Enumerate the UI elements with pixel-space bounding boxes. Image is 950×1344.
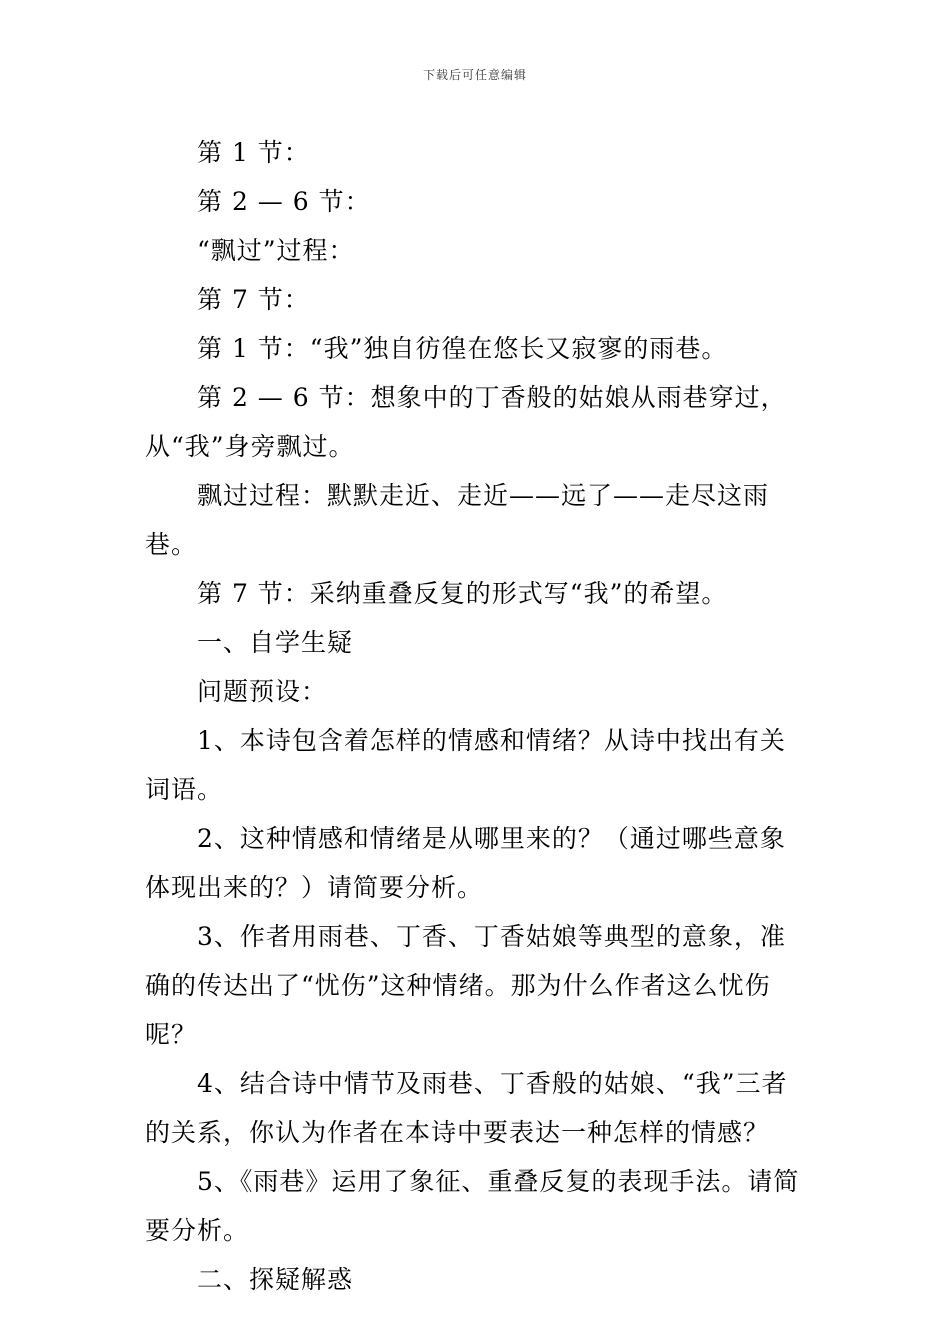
- paragraph-1: 第 1 节：: [197, 138, 310, 167]
- question-1: 1、本诗包含着怎样的情感和情绪？从诗中找出有关词语。: [145, 726, 786, 804]
- paragraph-9: 问题预设：: [197, 677, 328, 706]
- section-heading-2: 二、探疑解惑: [197, 1265, 354, 1294]
- question-3: 3、作者用雨巷、丁香、丁香姑娘等典型的意象，准确的传达出了“忧伤”这种情绪。那为什么作者这么忧伤呢？: [145, 922, 786, 1049]
- page-header: 下载后可任意编辑: [422, 68, 527, 82]
- paragraph-4: 第 7 节：: [197, 285, 310, 314]
- paragraph-7: 飘过过程：默默走近、走近——远了——走尽这雨巷。: [145, 481, 770, 559]
- question-4: 4、结合诗中情节及雨巷、丁香般的姑娘、“我”三者的关系，你认为作者在本诗中要表达一种怎样的情感？: [145, 1069, 788, 1147]
- paragraph-2: 第 2 — 6 节：: [197, 187, 371, 216]
- question-5: 5、《雨巷》运用了象征、重叠反复的表现手法。请简要分析。: [145, 1167, 800, 1245]
- paragraph-8: 第 7 节：采纳重叠反复的形式写“我”的希望。: [197, 579, 728, 608]
- paragraph-6: 第 2 — 6 节：想象中的丁香般的姑娘从雨巷穿过，从“我”身旁飘过。: [145, 383, 787, 461]
- section-heading-1: 一、自学生疑: [197, 628, 354, 657]
- question-2: 2、这种情感和情绪是从哪里来的？（通过哪些意象体现出来的？）请简要分析。: [145, 824, 786, 902]
- paragraph-3: “飘过”过程：: [197, 236, 355, 265]
- document-body: [145, 128, 810, 1304]
- paragraph-5: 第 1 节：“我”独自彷徨在悠长又寂寥的雨巷。: [197, 334, 728, 363]
